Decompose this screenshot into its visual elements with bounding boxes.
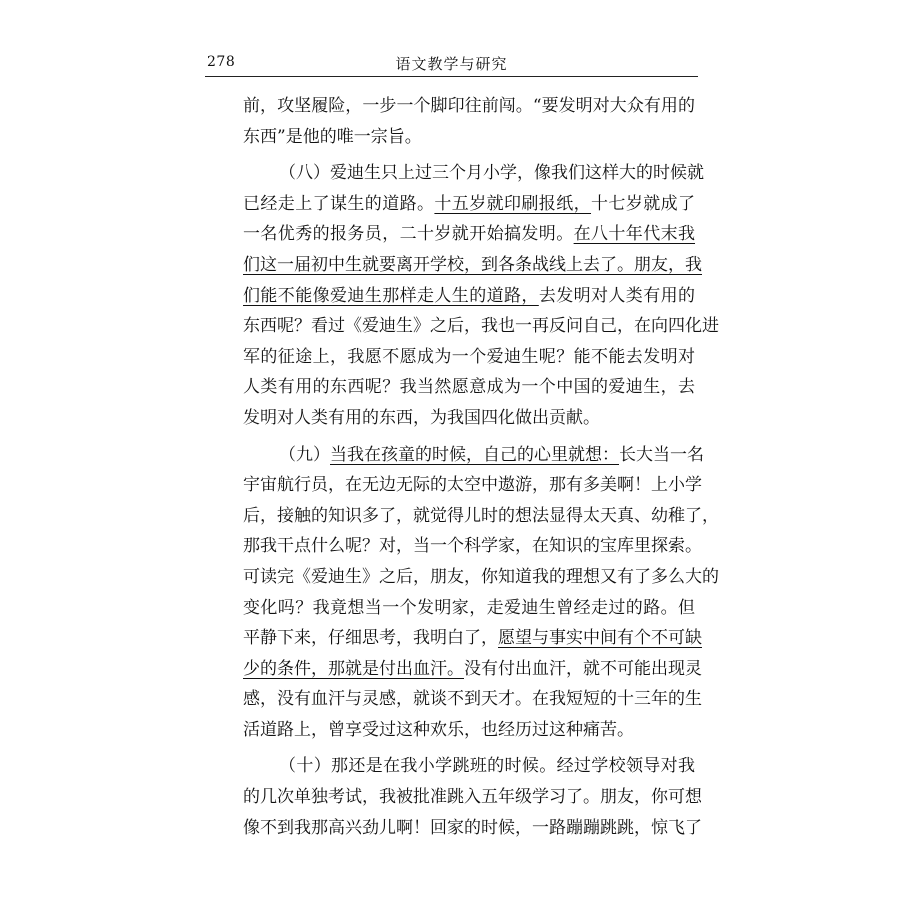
text-line-2 <box>243 122 695 153</box>
text-line-17 <box>243 593 695 624</box>
text-line-11 <box>243 403 695 434</box>
underlined-text: 少的条件，那就是付出血汗。 <box>243 658 464 679</box>
text-run: 军的征途上，我愿不愿成为一个爱迪生呢？能不能去发明对 <box>243 346 695 367</box>
text-line-23 <box>243 782 702 813</box>
text-run: 变化吗？我竟想当一个发明家，走爱迪生曾经走过的路。但 <box>243 597 695 618</box>
text-run: 活道路上，曾享受过这种欢乐，也经历过这种痛苦。 <box>243 719 634 740</box>
text-line-18 <box>243 623 702 654</box>
body-text <box>243 91 719 843</box>
text-line-12 <box>243 440 704 471</box>
underlined-text: 十五岁就印刷报纸， <box>434 193 592 214</box>
text-line-20 <box>243 684 702 715</box>
running-header <box>205 50 698 77</box>
text-line-15 <box>243 531 702 562</box>
text-run: 十七岁就成了 <box>591 193 696 214</box>
underlined-text: 们这一届初中生就要离开学校，到各条战线上去了。朋友，我 <box>243 254 702 275</box>
text-run: 后，接触的知识多了，就觉得儿时的想法显得太天真、幼稚了， <box>243 505 719 526</box>
text-run: 东西呢？看过《爱迪生》之后，我也一再反问自己，在向四化进 <box>243 316 719 337</box>
text-line-13 <box>243 470 702 501</box>
text-run: 可读完《爱迪生》之后，朋友，你知道我的理想又有了多么大的 <box>243 566 719 587</box>
text-run: 已经走上了谋生的道路。 <box>243 193 435 214</box>
underlined-text: 在八十年代末我 <box>573 224 696 245</box>
text-line-4 <box>243 189 695 220</box>
text-run: 一名优秀的报务员，二十岁就开始搞发明。 <box>243 224 574 245</box>
underlined-text: 们能不能像爱迪生那样走人生的道路， <box>243 285 539 306</box>
text-line-9 <box>243 342 695 373</box>
text-line-1 <box>243 91 695 122</box>
underlined-text: 愿望与事实中间有个不可缺 <box>498 628 702 649</box>
text-run: 发明对人类有用的东西，为我国四化做出贡献。 <box>243 407 600 428</box>
text-run: 感，没有血汗与灵感，就谈不到天才。在我短短的十三年的生 <box>243 689 702 710</box>
text-run: 去发明对人类有用的 <box>538 285 696 306</box>
text-run: （十）那还是在我小学跳班的时候。经过学校领导对我 <box>279 756 695 777</box>
text-line-14 <box>243 501 719 532</box>
text-run: 那我干点什么呢？对，当一个科学家，在知识的宝库里探索。 <box>243 536 702 557</box>
text-run: （八）爱迪生只上过三个月小学，像我们这样大的时候就 <box>279 163 704 184</box>
text-line-7 <box>243 281 695 312</box>
text-run: （九） <box>279 444 330 465</box>
text-run: 平静下来，仔细思考，我明白了， <box>243 628 498 649</box>
page-number: 278 <box>207 54 236 70</box>
text-run: 长大当一名 <box>619 444 704 465</box>
underlined-text: 当我在孩童的时候，自己的心里就想： <box>330 444 619 465</box>
header-title: 语文教学与研究 <box>395 55 508 73</box>
text-line-10 <box>243 372 695 403</box>
text-run: 像不到我那高兴劲儿啊！回家的时候，一路蹦蹦跳跳，惊飞了 <box>243 817 702 838</box>
text-line-19 <box>243 654 702 685</box>
text-run: 东西”是他的唯一宗旨。 <box>243 126 422 147</box>
text-line-21 <box>243 715 695 746</box>
text-line-5 <box>243 219 695 250</box>
text-line-22 <box>243 751 695 782</box>
text-run: 人类有用的东西呢？我当然愿意成为一个中国的爱迪生，去 <box>243 377 695 398</box>
text-run: 宇宙航行员，在无边无际的太空中遨游，那有多美啊！上小学 <box>243 475 702 496</box>
text-run: 的几次单独考试，我被批准跳入五年级学习了。朋友，你可想 <box>243 787 702 808</box>
text-line-6 <box>243 250 702 281</box>
text-line-16 <box>243 562 719 593</box>
text-line-8 <box>243 311 719 342</box>
text-run: 没有付出血汗，就不可能出现灵 <box>464 658 702 679</box>
text-line-3 <box>243 158 704 189</box>
text-line-24 <box>243 813 702 844</box>
text-run: 前，攻坚履险，一步一个脚印往前闯。“要发明对大众有用的 <box>243 96 695 116</box>
